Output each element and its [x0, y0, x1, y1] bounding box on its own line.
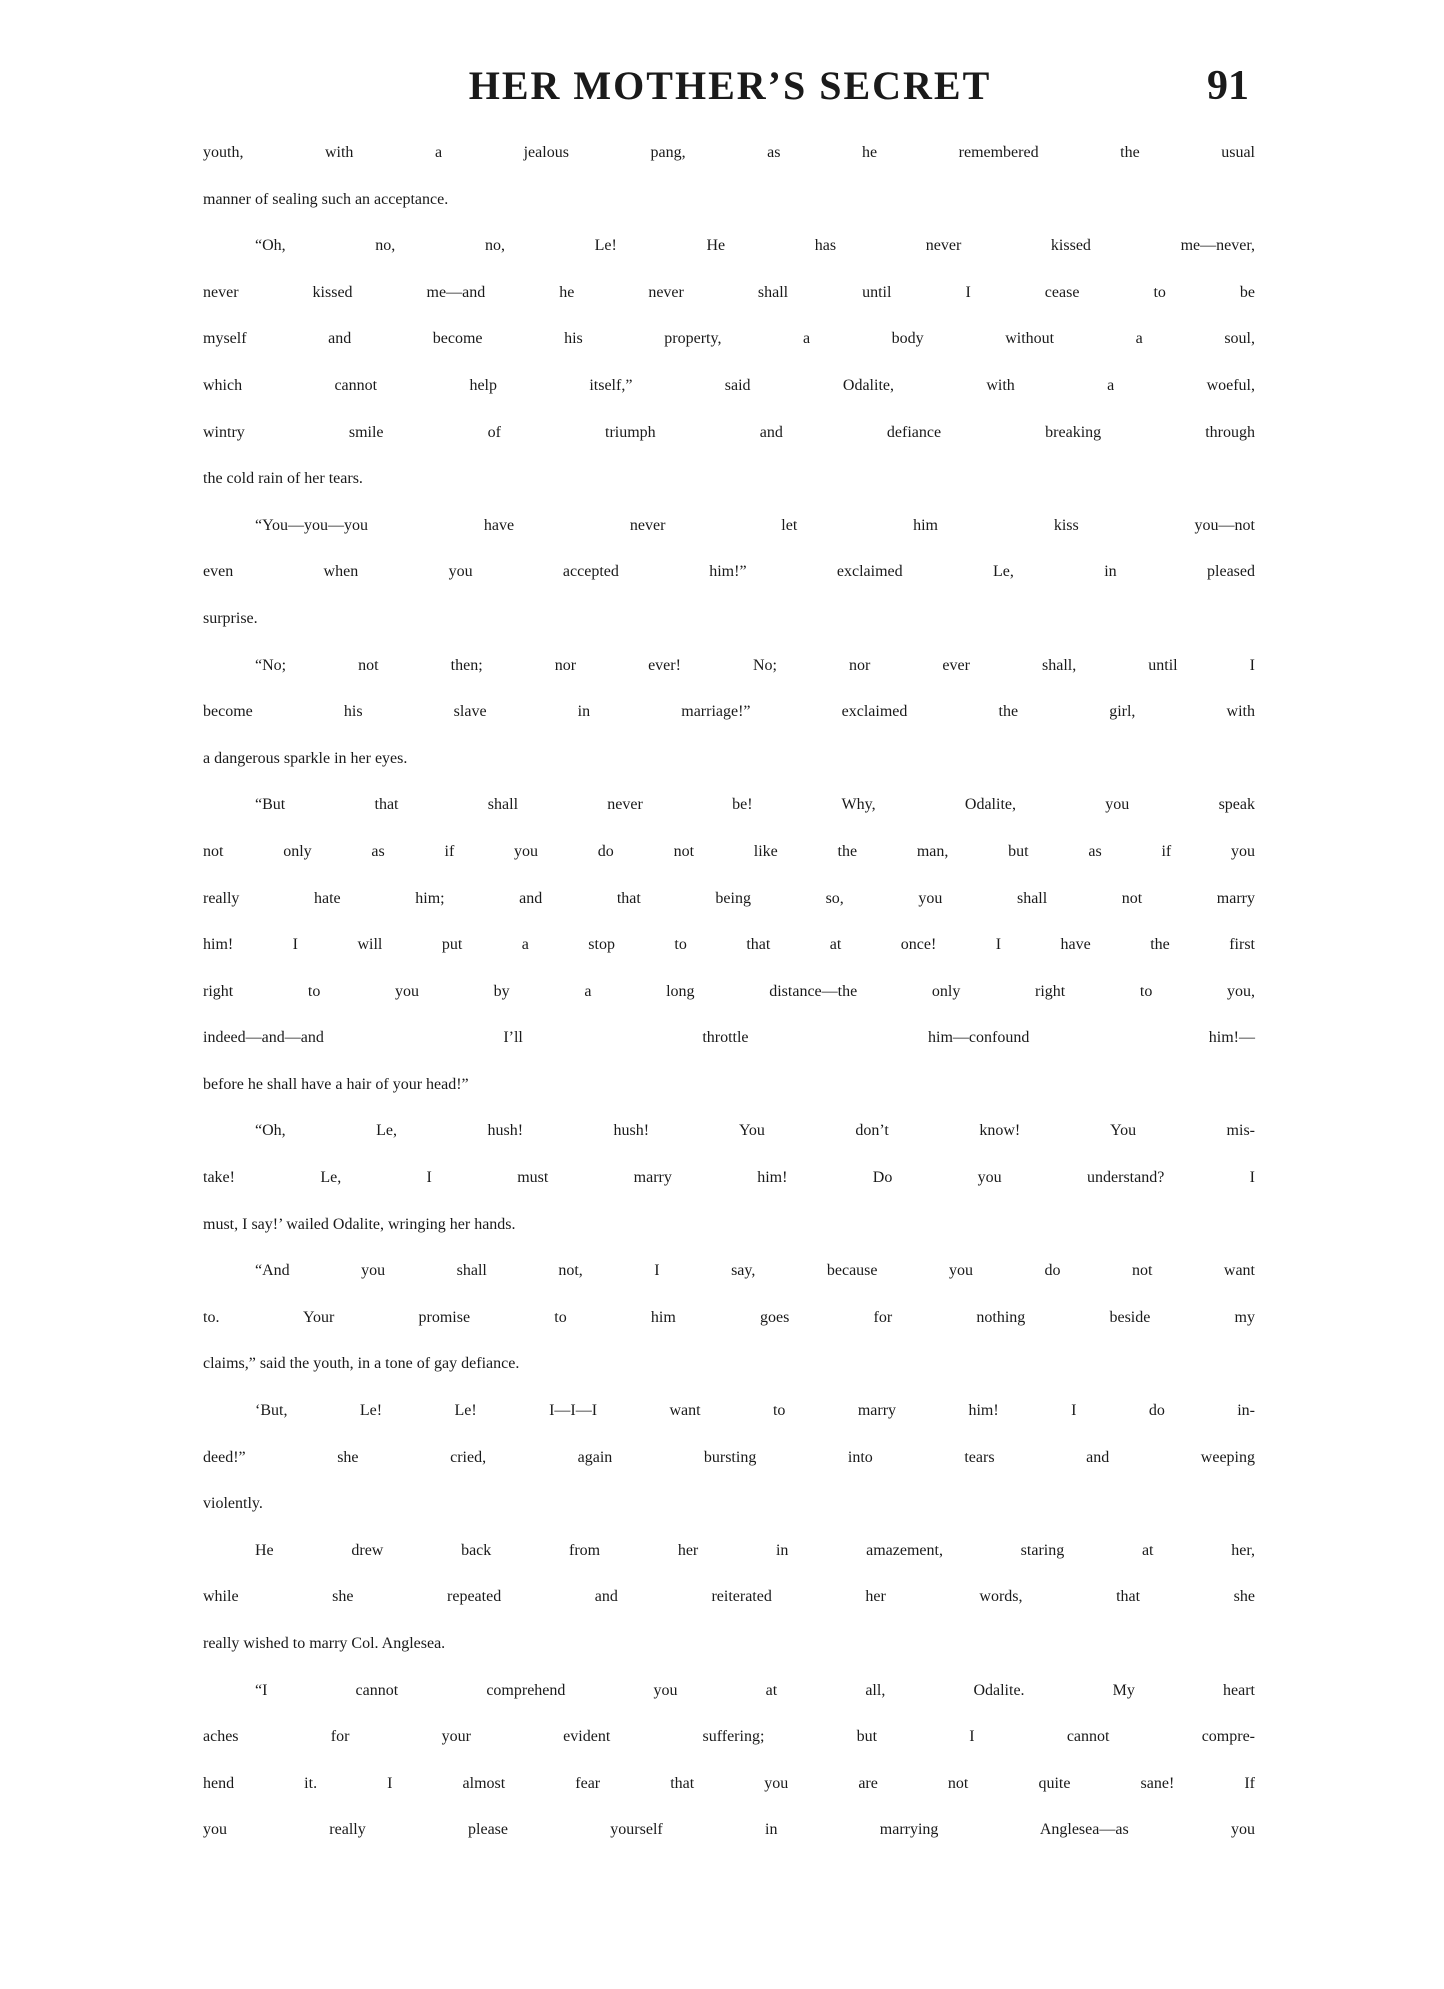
text-line: manner of sealing such an acceptance.	[203, 190, 449, 208]
text-line: must, I say!’ wailed Odalite, wringing her hands.	[203, 1215, 516, 1233]
body-text	[203, 144, 1255, 1868]
text-line: the cold rain of her tears.	[203, 470, 363, 488]
text-line: indeed—and—and I’ll throttle him—confound him!—	[203, 1029, 1255, 1047]
text-line: “No; not then; nor ever! No; nor ever shall, until I	[255, 656, 1255, 674]
text-line: not only as if you do not like the man, but as if you	[203, 842, 1255, 860]
text-line: while she repeated and reiterated her words, that she	[203, 1588, 1255, 1606]
text-line: “And you shall not, I say, because you do not want	[255, 1262, 1255, 1280]
text-line: to. Your promise to him goes for nothing beside my	[203, 1308, 1255, 1326]
text-line: deed!” she cried, again bursting into tears and weeping	[203, 1448, 1255, 1466]
text-line: “Oh, Le, hush! hush! You don’t know! You mis-	[255, 1122, 1255, 1140]
text-line: hend it. I almost fear that you are not quite sane! If	[203, 1774, 1255, 1792]
text-line: violently.	[203, 1495, 263, 1513]
page-number: 91	[1207, 63, 1249, 109]
text-line: myself and become his property, a body without a soul,	[203, 330, 1255, 348]
text-line: aches for your evident suffering; but I cannot compre-	[203, 1728, 1255, 1746]
text-line: become his slave in marriage!” exclaimed the girl, with	[203, 703, 1255, 721]
text-line: ‘But, Le! Le! I—I—I want to marry him! I do in-	[255, 1402, 1255, 1420]
text-line: take! Le, I must marry him! Do you understand? I	[203, 1169, 1255, 1187]
running-title: HER MOTHER’S SECRET	[468, 63, 992, 108]
text-line: even when you accepted him!” exclaimed Le, in pleased	[203, 563, 1255, 581]
text-line: “I cannot comprehend you at all, Odalite. My heart	[255, 1681, 1255, 1699]
text-line: really wished to marry Col. Anglesea.	[203, 1635, 446, 1652]
text-line: right to you by a long distance—the only right to you,	[203, 982, 1255, 1000]
text-line: him! I will put a stop to that at once! I have the first	[203, 936, 1255, 954]
text-line: you really please yourself in marrying Anglesea—as you	[203, 1821, 1255, 1839]
text-line: never kissed me—and he never shall until I cease to be	[203, 283, 1255, 301]
text-line: “You—you—you have never let him kiss you—not	[255, 516, 1255, 534]
text-line: really hate him; and that being so, you shall not marry	[203, 889, 1255, 907]
text-line: claims,” said the youth, in a tone of gay defiance.	[203, 1355, 520, 1373]
text-line: “Oh, no, no, Le! He has never kissed me—never,	[255, 237, 1255, 255]
text-line: surprise.	[203, 609, 258, 627]
text-line: “But that shall never be! Why, Odalite, you speak	[255, 796, 1255, 814]
text-line: youth, with a jealous pang, as he remembered the usual	[203, 144, 1255, 161]
text-line: wintry smile of triumph and defiance breaking through	[203, 423, 1255, 441]
text-line: a dangerous sparkle in her eyes.	[203, 749, 408, 767]
text-line: which cannot help itself,” said Odalite, with a woeful,	[203, 376, 1255, 394]
running-head	[205, 58, 1255, 114]
text-line: before he shall have a hair of your head!”	[203, 1075, 469, 1093]
text-line: He drew back from her in amazement, staring at her,	[255, 1541, 1255, 1559]
